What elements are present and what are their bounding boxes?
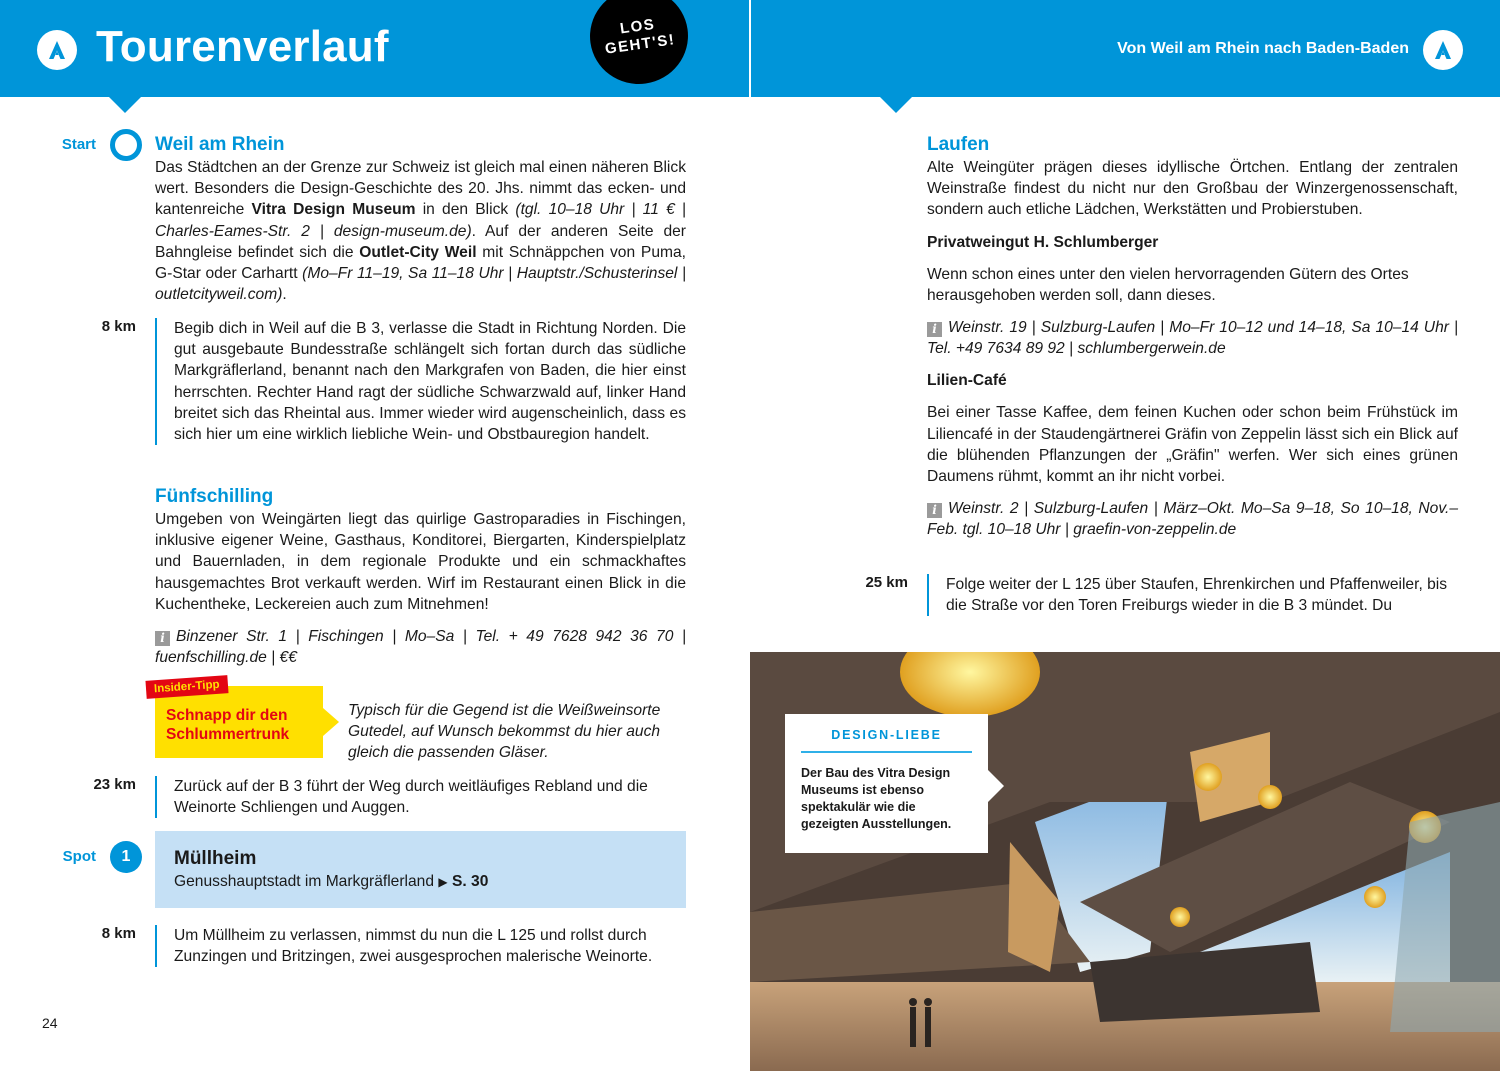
venue-info: i Weinstr. 19 | Sulzburg-Laufen | Mo–Fr 10–12 und 14–18, Sa 10–14 Uhr | Tel. +49 7634 89 92 | schlumbergerwein.de: [927, 319, 1458, 358]
distance-label: 23 km: [93, 776, 136, 793]
route-a-icon: [1423, 30, 1463, 70]
place-title: Fünfschilling: [155, 486, 274, 507]
segment-text: Begib dich in Weil auf die B 3, verlasse die Stadt in Richtung Norden. Die gut ausgebaute Bundesstraße schlängelt sich fortan durch das südliche Markgräflerland, benannt nach den Markgrafen von Baden, die hier einst herrschten. Rechter Hand ragt der südliche Schwarzwald auf, linker Hand breitet sich das Rheintal aus. Immer wieder wird augenscheinlich, dass es sich hier um eine wirklich liebliche Wein- und Obstbauregion handelt.: [174, 320, 686, 444]
place-info: i Binzener Str. 1 | Fischingen | Mo–Sa | Tel. + 49 7628 942 36 70 | fuenfschilling.de | €€: [155, 628, 686, 667]
place-description: Alte Weingüter prägen dieses idyllische Örtchen. Entlang der zentralen Weinstraße findest du nicht nur den Großbau der Winzergenossenschaft, sondern auch etliche Lädchen, Werkstätten und Probierstuben.: [927, 159, 1458, 219]
segment-text: Zurück auf der B 3 führt der Weg durch weitläufiges Rebland und die Weinorte Schliengen und Auggen.: [174, 778, 648, 817]
design-callout: [785, 714, 988, 853]
route-segment: [155, 318, 686, 445]
section-laufen: [927, 133, 1458, 541]
los-badge-line2: GEHT'S!: [603, 31, 677, 58]
distance-label: 8 km: [101, 318, 136, 335]
place-title: Weil am Rhein: [155, 134, 285, 155]
start-label: Start: [61, 136, 96, 153]
spot-title: Müllheim: [174, 848, 257, 869]
callout-text: Der Bau des Vitra Design Museums ist ebenso spektakulär wie die gezeigten Ausstellungen.: [801, 766, 952, 831]
distance-label: 8 km: [101, 925, 136, 942]
segment-text: Um Müllheim zu verlassen, nimmst du nun die L 125 und rollst durch Zunzingen und Britzingen, zwei ausgesprochen malerische Weinorte.: [174, 927, 653, 966]
segment-text: Folge weiter der L 125 über Staufen, Ehrenkirchen und Pfaffenweiler, bis die Straße vor den Toren Freiburgs wieder in die B 3 mündet. Du: [946, 576, 1448, 615]
distance-label: 25 km: [865, 574, 908, 591]
start-ring-icon: [110, 129, 142, 161]
header-banner-right: [751, 0, 1500, 97]
route-segment: [155, 925, 686, 967]
info-icon: i: [155, 631, 170, 646]
route-segment: [155, 776, 686, 818]
banner-pointer: [880, 97, 912, 113]
page-title: Tourenverlauf: [96, 22, 389, 71]
spot-subtitle: Genusshauptstadt im Markgräflerland ▶ S. 30: [174, 873, 489, 890]
venue-description: Bei einer Tasse Kaffee, dem feinen Kuchen oder schon beim Frühstück im Liliencafé in der Staudengärtnerei Gräfin von Zeppelin lässt sich ein Blick auf die blühenden Pflanzungen der „Gräfin" werfen. Wer sich eines grünen Daumens rühmt, kommt an ihr nicht vorbei.: [927, 404, 1458, 486]
arrow-right-icon: ▶: [438, 875, 448, 889]
place-description: Umgeben von Weingärten liegt das quirlige Gastroparadies in Fischingen, inklusive eigener Weine, Gasthaus, Konditorei, Biergarten, Kinderspielplatz und Bauernladen, in dem regionale Produkte und ein schmackhaftes hausgemachtes Brot verkauft werden. Wirf im Restaurant einen Blick in die Kuchentheke, Leckereien auch zum Mitnehmen!: [155, 511, 686, 613]
insider-tip-tag: Insider-Tipp: [145, 675, 228, 699]
spot-number-badge: 1: [110, 841, 142, 873]
route-segment: [927, 574, 1458, 616]
section-fuenfschilling: [155, 485, 686, 668]
spot-box[interactable]: [155, 831, 686, 908]
info-icon: i: [927, 322, 942, 337]
venue-info: i Weinstr. 2 | Sulzburg-Laufen | März–Okt. Mo–Sa 9–18, So 10–18, Nov.–Feb. tgl. 10–18 Uhr | graefin-von-zeppelin.de: [927, 500, 1458, 539]
spot-label: Spot: [62, 848, 96, 865]
venue-description: Wenn schon eines unter den vielen hervorragenden Gütern des Ortes herausgehoben werden soll, dann dieses.: [927, 265, 1409, 304]
los-badge-line1: LOS: [618, 15, 657, 38]
insider-tip-text: Typisch für die Gegend ist die Weißweinsorte Gutedel, auf Wunsch bekommst du hier auch gleich die passenden Gläser.: [348, 702, 661, 762]
info-icon: i: [927, 503, 942, 518]
venue-title: Privatweingut H. Schlumberger: [927, 233, 1159, 251]
page-number: 24: [42, 1015, 58, 1031]
section-weil-am-rhein: [155, 133, 686, 305]
insider-tip-title: Schnapp dir den Schlummertrunk: [166, 707, 290, 743]
callout-title: DESIGN-LIEBE: [801, 728, 972, 753]
route-subtitle: Von Weil am Rhein nach Baden-Baden: [1117, 40, 1409, 57]
venue-title: Lilien-Café: [927, 372, 1007, 390]
route-a-icon: [37, 30, 77, 70]
page-reference-link[interactable]: S. 30: [451, 873, 489, 890]
banner-pointer: [109, 97, 141, 113]
place-title: Laufen: [927, 134, 990, 155]
place-description: Das Städtchen an der Grenze zur Schweiz ist gleich mal einen näheren Blick wert. Besonders die Design-Geschichte des 20. Jhs. nimmt das ecken- und kantenreiche Vitra Design Museum in den Blick (tgl. 10–18 Uhr | 11 € | Charles-Eames-Str. 2 | design-museum.de). Auf der anderen Seite der Bahngleise befindet sich die Outlet-City Weil mit Schnäppchen von Puma, G-Star oder Carhartt (Mo–Fr 11–19, Sa 11–18 Uhr | Hauptstr./Schusterinsel | outletcityweil.com).: [155, 159, 686, 304]
